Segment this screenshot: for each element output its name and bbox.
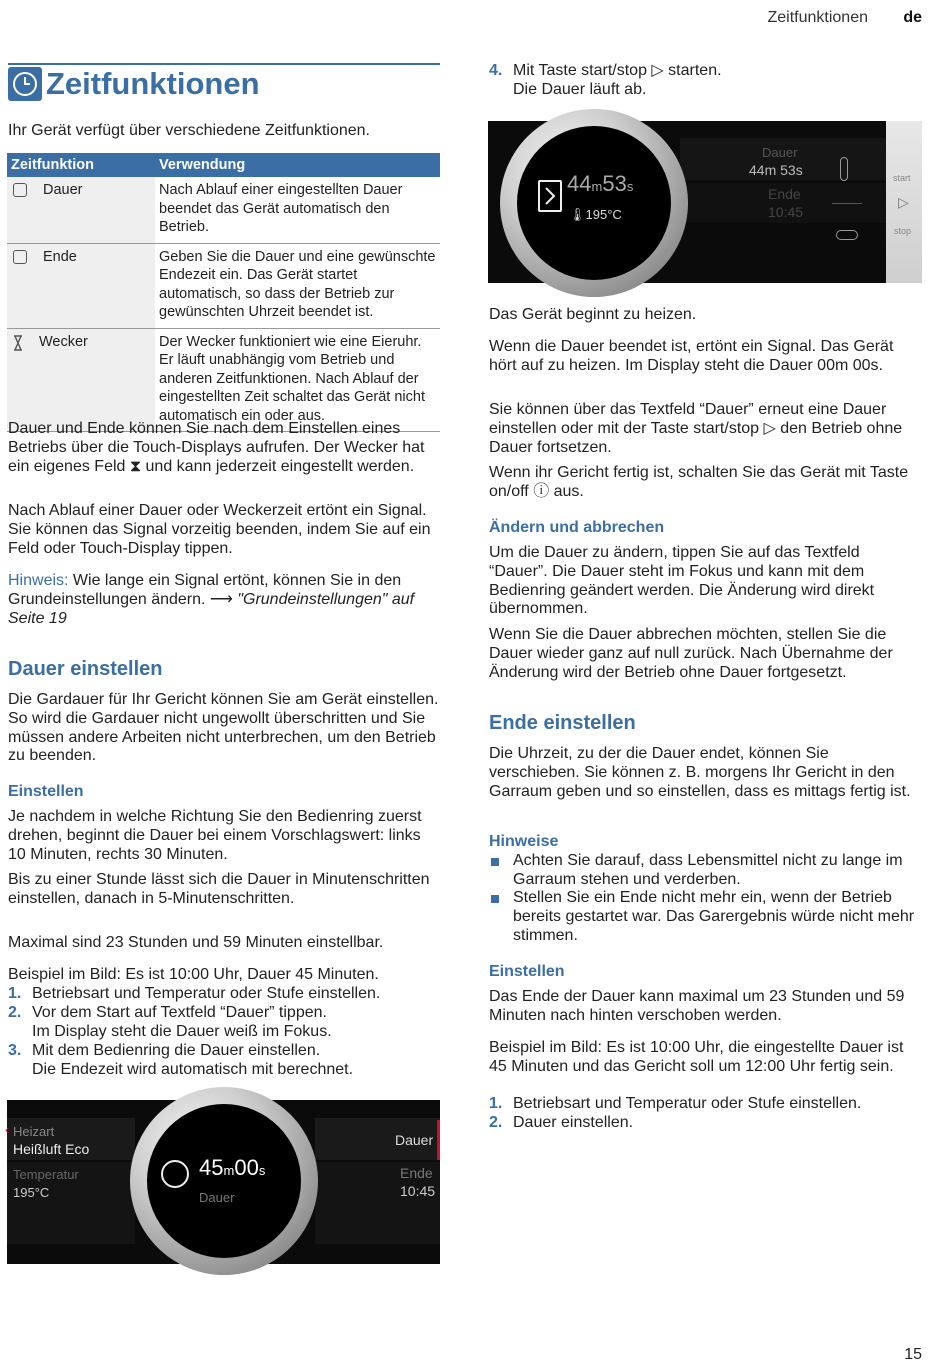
- duration-field[interactable]: Dauer: [395, 1132, 434, 1148]
- function-name: Dauer: [43, 182, 83, 198]
- temperature-label: Temperatur: [13, 1167, 79, 1182]
- hint-label: Hinweis:: [8, 572, 69, 589]
- list-item-sub: Im Display steht die Dauer weiß im Fokus.: [32, 1023, 332, 1040]
- intro-text: Ihr Gerät verfügt über verschiedene Zeitfunktionen.: [8, 122, 370, 139]
- heading-aendern-abbrechen: Ändern und abbrechen: [489, 519, 665, 536]
- table-header-function: Zeitfunktion: [7, 153, 155, 177]
- list-item-sub: Die Dauer läuft ab.: [513, 81, 647, 98]
- duration-label: Dauer: [762, 145, 798, 160]
- paragraph-signal: Nach Ablauf einer Dauer oder Weckerzeit ertönt ein Signal. Sie können das Signal vorzeitig beenden, indem Sie auf ein Feld oder Touch-Display tippen.: [8, 502, 431, 557]
- page-number: 15: [904, 1346, 922, 1363]
- timer-icon: [13, 250, 27, 264]
- thermometer-icon: 🌡: [569, 207, 586, 222]
- paragraph-dauer-beendet: Wenn die Dauer beendet ist, ertönt ein Signal. Das Gerät hört auf zu heizen. Im Display steht die Dauer 00m 00s.: [489, 338, 894, 374]
- paragraph-on-off: Wenn ihr Gericht fertig ist, schalten Sie das Gerät mit Taste on/off ⓘ aus.: [489, 464, 909, 500]
- paragraph-touch-displays: Dauer und Ende können Sie nach dem Einstellen eines Betriebs über die Touch-Displays aufrufen. Der Wecker hat ein eigenes Feld ⧗ und kann jederzeit eingestellt werden.: [8, 420, 425, 475]
- page-title-block: [8, 63, 440, 101]
- end-value[interactable]: 10:45: [768, 204, 804, 220]
- table-row: [7, 243, 440, 328]
- paragraph-heizen: Das Gerät beginnt zu heizen.: [489, 306, 697, 323]
- end-label: Ende: [768, 186, 801, 202]
- heading-einstellen: Einstellen: [8, 783, 84, 800]
- ring-duration-label: Dauer: [199, 1190, 235, 1205]
- list-item-sub: Die Endezeit wird automatisch mit berechnet.: [32, 1061, 354, 1078]
- time-functions-table: [7, 153, 440, 432]
- running-duration-display: 44m53s: [567, 171, 634, 196]
- heading-hinweise: Hinweise: [489, 833, 559, 850]
- paragraph-abbrechen: Wenn Sie die Dauer abbrechen möchten, stellen Sie die Dauer wieder ganz auf null zurück. Nach Übernahme der Änderung wird der Betrieb ohne Dauer fortgesetzt.: [489, 626, 893, 681]
- start-arrow-icon: [538, 180, 562, 212]
- heading-einstellen-ende: Einstellen: [489, 963, 565, 980]
- bullet-item: Achten Sie darauf, dass Lebensmittel nicht zu lange im Garraum stehen und verderben.: [489, 852, 921, 890]
- list-item: 3. Mit dem Bedienring die Dauer einstellen.: [8, 1042, 321, 1059]
- table-header-row: [7, 153, 440, 177]
- paragraph-bedienring: Je nachdem in welche Richtung Sie den Bedienring zuerst drehen, beginnt die Dauer bei einem Vorschlagswert: links 10 Minuten, rechts 30 Minuten.: [8, 808, 422, 863]
- paragraph-ende-maximal: Das Ende der Dauer kann maximal um 23 Stunden und 59 Minuten nach hinten verschoben werden.: [489, 988, 905, 1024]
- duration-value[interactable]: 44m 53s: [749, 162, 803, 178]
- info-icon[interactable]: [840, 157, 848, 181]
- table-row: [7, 328, 440, 432]
- page-title: Zeitfunktionen: [46, 66, 260, 101]
- hint-paragraph: [8, 572, 440, 628]
- list-item: 1. Betriebsart und Temperatur oder Stufe einstellen.: [489, 1095, 862, 1112]
- hourglass-icon: [13, 335, 23, 349]
- duration-display: 45m00s: [199, 1155, 266, 1180]
- temperature-value[interactable]: 195°C: [13, 1185, 50, 1200]
- list-item: 4. Mit Taste start/stop ▷ starten.: [489, 62, 722, 79]
- heat-mode-label: Heizart: [13, 1124, 55, 1139]
- function-usage: Geben Sie die Dauer und eine gewünschte Endezeit ein. Das Gerät startet automatisch, so dass der Betrieb zur gewünschten Uhrzeit beendet ist.: [155, 243, 440, 328]
- end-value[interactable]: 10:45: [400, 1183, 436, 1199]
- hint-text: Wie lange ein Signal ertönt, können Sie in den Grundeinstellungen ändern. ⟶: [8, 572, 402, 608]
- stop-label: stop: [894, 226, 912, 236]
- heat-mode-value[interactable]: Heißluft Eco: [13, 1141, 90, 1157]
- bullet-item: Stellen Sie ein Ende nicht mehr ein, wenn der Betrieb bereits gestartet war. Das Garergebnis würde nicht mehr stimmen.: [489, 889, 921, 945]
- end-label: Ende: [400, 1165, 433, 1181]
- paragraph-beispiel: Beispiel im Bild: Es ist 10:00 Uhr, Dauer 45 Minuten.: [8, 966, 379, 983]
- paragraph-uhrzeit: Die Uhrzeit, zu der die Dauer endet, können Sie verschieben. Sie können z. B. morgens Ihr Gericht in den Garraum geben und so einstellen, dass es mittags fertig ist.: [489, 745, 911, 800]
- hint-reference-link[interactable]: "Grundeinstellungen" auf Seite 19: [8, 590, 415, 627]
- timer-icon: [13, 183, 27, 197]
- list-item: 2. Dauer einstellen.: [489, 1114, 634, 1131]
- function-usage: Der Wecker funktioniert wie eine Eieruhr. Er läuft unabhängig vom Betrieb und anderen Zeitfunktionen. Nach Ablauf der eingestellten Zeit schaltet das Gerät nicht automatisch ein oder aus.: [155, 328, 440, 432]
- back-arrow-icon[interactable]: ‹: [5, 1122, 10, 1137]
- control-ring[interactable]: [130, 1087, 318, 1275]
- running-header-language: de: [903, 9, 922, 26]
- function-name: Wecker: [39, 333, 88, 350]
- clock-icon: [8, 67, 42, 101]
- running-header-section: Zeitfunktionen: [767, 9, 868, 26]
- bullet-icon: [491, 895, 499, 903]
- list-item: 2. Vor dem Start auf Textfeld “Dauer” tippen.: [8, 1004, 327, 1021]
- paragraph-aendern: Um die Dauer zu ändern, tippen Sie auf das Textfeld “Dauer”. Die Dauer steht im Fokus und kann mit dem Bedienring geändert werden. Die Änderung wird direkt übernommen.: [489, 544, 875, 618]
- list-item: 1. Betriebsart und Temperatur oder Stufe einstellen.: [8, 985, 381, 1002]
- paragraph-textfeld: Sie können über das Textfeld “Dauer” erneut eine Dauer einstellen oder mit der Taste start/stop ▷ den Betrieb ohne Dauer fortsetzen.: [489, 401, 903, 456]
- paragraph-beispiel-ende: Beispiel im Bild: Es ist 10:00 Uhr, die eingestellte Dauer ist 45 Minuten und das Gericht soll um 12:00 Uhr fertig sein.: [489, 1039, 904, 1075]
- control-ring[interactable]: [500, 109, 688, 297]
- paragraph-minutenschritte: Bis zu einer Stunde lässt sich die Dauer in Minutenschritten einstellen, danach in 5-Minutenschritten.: [8, 871, 430, 907]
- heading-dauer-einstellen: Dauer einstellen: [8, 658, 163, 680]
- function-usage: Nach Ablauf einer eingestellten Dauer beendet das Gerät automatisch den Betrieb.: [155, 177, 440, 243]
- thermometer-temperature: 🌡195°C: [569, 207, 622, 222]
- bullet-icon: [491, 858, 499, 866]
- focus-marker: [437, 1120, 440, 1160]
- start-label: start: [893, 173, 911, 183]
- timer-icon: [161, 1160, 189, 1188]
- start-stop-button[interactable]: ▷: [898, 194, 909, 210]
- heading-ende-einstellen: Ende einstellen: [489, 712, 636, 734]
- paragraph-gardauer: Die Gardauer für Ihr Gericht können Sie am Gerät einstellen. So wird die Gardauer nicht ungewollt überschritten und Sie müssen andere Arbeiten nicht unterbrechen, um den Betrieb zu beenden.: [8, 691, 439, 765]
- table-row: [7, 177, 440, 243]
- function-name: Ende: [43, 248, 77, 265]
- key-lock-icon[interactable]: [836, 230, 858, 240]
- paragraph-maximal: Maximal sind 23 Stunden und 59 Minuten einstellbar.: [8, 934, 384, 951]
- table-header-usage: Verwendung: [155, 153, 440, 177]
